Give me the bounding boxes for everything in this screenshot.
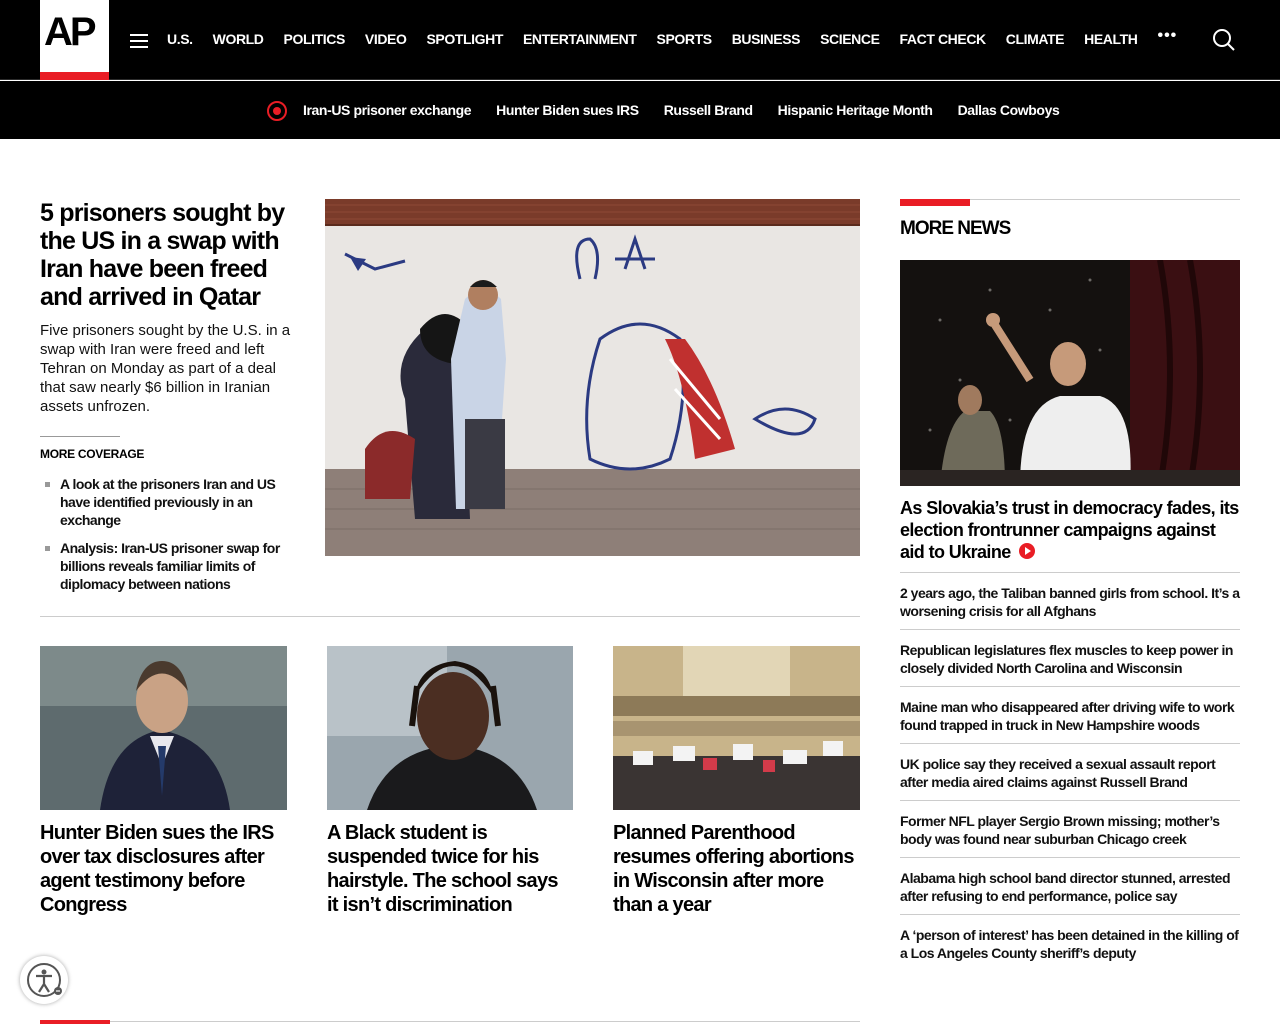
- logo-text: AP: [44, 10, 94, 54]
- top-navigation-bar: [0, 0, 1280, 80]
- nav-item-spotlight[interactable]: SPOTLIGHT: [426, 31, 503, 47]
- story-card[interactable]: [40, 646, 287, 917]
- more-coverage-label: MORE COVERAGE: [40, 447, 145, 461]
- sidebar-accent-bar: [900, 199, 970, 206]
- more-news-item[interactable]: Former NFL player Sergio Brown missing; mother’s body was found near suburban Chicago creek: [900, 800, 1240, 857]
- lead-description: Five prisoners sought by the U.S. in a swap with Iran were freed and left Tehran on Monday as part of a deal that saw nearly $6 billion in Iranian assets unfrozen.: [40, 322, 291, 415]
- sidebar-feature-headline[interactable]: [900, 497, 1240, 563]
- sidebar-feature-headline-text[interactable]: As Slovakia’s trust in democracy fades, its election frontrunner campaigns against aid to Ukraine: [900, 498, 1239, 562]
- section-divider: [40, 1021, 860, 1022]
- story-headline[interactable]: Planned Parenthood resumes offering abortions in Wisconsin after more than a year: [613, 822, 854, 916]
- story-headline[interactable]: Hunter Biden sues the IRS over tax disclosures after agent testimony before Congress: [40, 822, 274, 916]
- section-divider: [40, 616, 860, 617]
- lead-image[interactable]: [325, 199, 860, 556]
- story-headline[interactable]: A Black student is suspended twice for his hairstyle. The school says it isn’t discrimination: [327, 822, 558, 916]
- live-record-icon: [267, 101, 287, 121]
- main-nav: [167, 27, 1178, 49]
- nav-item-health[interactable]: HEALTH: [1084, 31, 1138, 47]
- nav-item-world[interactable]: WORLD: [212, 31, 264, 47]
- more-coverage-link[interactable]: Analysis: Iran-US prisoner swap for billions reveals familiar limits of diplomacy between nations: [40, 539, 302, 593]
- more-coverage-list: [40, 475, 302, 603]
- more-news-list: [900, 572, 1240, 971]
- section-accent-bar: [40, 1020, 110, 1024]
- lead-headline[interactable]: 5 prisoners sought by the US in a swap with Iran have been freed and arrived in Qatar: [40, 199, 285, 311]
- more-news-item[interactable]: 2 years ago, the Taliban banned girls from school. It’s a worsening crisis for all Afghans: [900, 572, 1240, 629]
- ap-logo[interactable]: [40, 0, 109, 80]
- nav-item-video[interactable]: VIDEO: [364, 31, 407, 47]
- trending-item[interactable]: Hunter Biden sues IRS: [496, 102, 639, 118]
- more-news-item[interactable]: A ‘person of interest’ has been detained in the killing of a Los Angeles County sheriff’s deputy: [900, 914, 1240, 971]
- more-news-heading: MORE NEWS: [900, 218, 1011, 239]
- story-image[interactable]: [613, 646, 860, 810]
- logo-red-bar: [40, 72, 109, 80]
- trending-item[interactable]: Iran-US prisoner exchange: [303, 102, 472, 118]
- more-coverage-divider: [40, 436, 120, 437]
- story-card[interactable]: [327, 646, 573, 917]
- nav-item-science[interactable]: SCIENCE: [820, 31, 880, 47]
- story-image[interactable]: [40, 646, 287, 810]
- more-news-item[interactable]: UK police say they received a sexual assault report after media aired claims against Russell Brand: [900, 743, 1240, 800]
- trending-item[interactable]: Russell Brand: [663, 102, 753, 118]
- more-nav-button[interactable]: •••: [1157, 27, 1178, 44]
- sidebar-feature-image[interactable]: [900, 260, 1240, 486]
- hamburger-menu-icon[interactable]: [130, 34, 148, 48]
- nav-item-politics[interactable]: POLITICS: [283, 31, 345, 47]
- trending-item[interactable]: Dallas Cowboys: [957, 102, 1060, 118]
- story-card[interactable]: [613, 646, 860, 917]
- video-play-icon: [1019, 543, 1035, 559]
- nav-item-us[interactable]: U.S.: [167, 31, 193, 47]
- more-news-item[interactable]: Alabama high school band director stunned, arrested after refusing to end performance, police say: [900, 857, 1240, 914]
- nav-item-sports[interactable]: SPORTS: [656, 31, 712, 47]
- nav-item-entertainment[interactable]: ENTERTAINMENT: [522, 31, 637, 47]
- story-image[interactable]: [327, 646, 573, 810]
- nav-item-business[interactable]: BUSINESS: [731, 31, 801, 47]
- accessibility-icon[interactable]: [20, 956, 68, 1004]
- more-coverage-link[interactable]: A look at the prisoners Iran and US have identified previously in an exchange: [40, 475, 302, 529]
- nav-item-climate[interactable]: CLIMATE: [1005, 31, 1065, 47]
- more-news-item[interactable]: Republican legislatures flex muscles to keep power in closely divided North Carolina and Wisconsin: [900, 629, 1240, 686]
- trending-bar: [0, 81, 1280, 139]
- search-icon[interactable]: [1212, 28, 1236, 52]
- nav-item-fact-check[interactable]: FACT CHECK: [899, 31, 986, 47]
- trending-item[interactable]: Hispanic Heritage Month: [777, 102, 933, 118]
- more-news-item[interactable]: Maine man who disappeared after driving wife to work found trapped in truck in New Hampshire woods: [900, 686, 1240, 743]
